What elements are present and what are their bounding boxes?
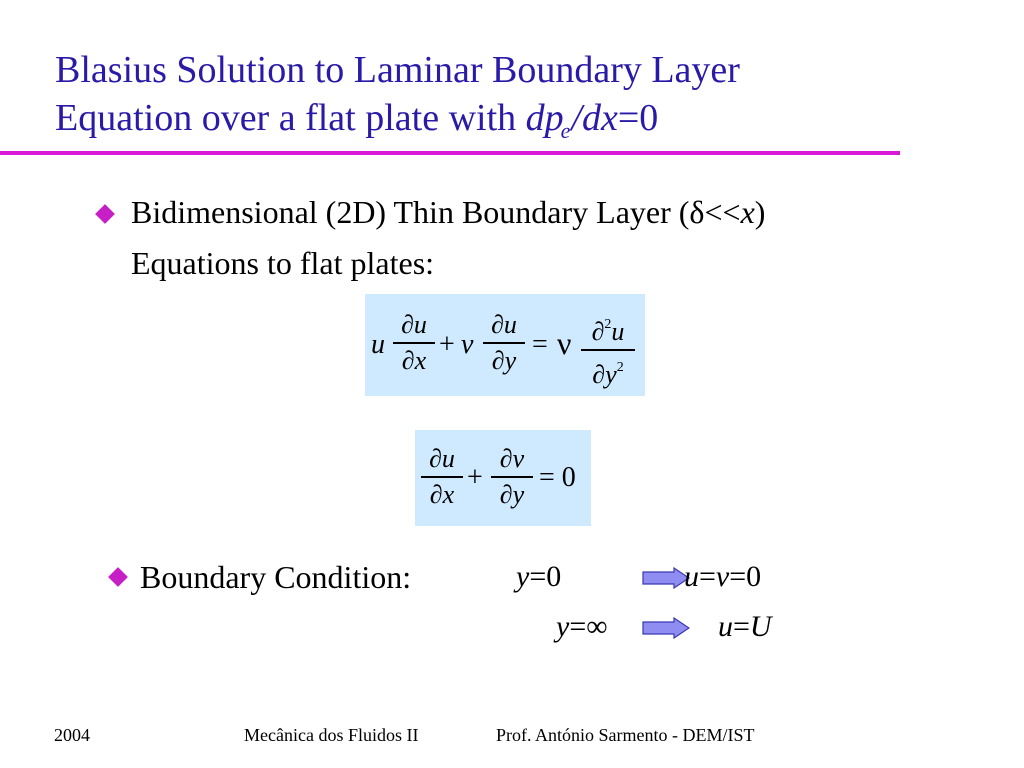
title-line-2: Equation over a flat plate with $dp_e/dx=0$ — [55, 97, 659, 143]
bullet-1-line-1: Bidimensional (2D) Thin Boundary Layer (δ<<x) — [131, 194, 766, 230]
momentum-equation — [365, 294, 645, 396]
diamond-bullet-icon — [95, 204, 115, 224]
footer-author: Prof. António Sarmento - DEM/IST — [496, 725, 755, 745]
diamond-bullet-icon — [108, 567, 128, 587]
boundary-condition-label: Boundary Condition: — [140, 559, 412, 595]
eq2-frac-dv-dy: ∂v ∂y — [491, 444, 533, 510]
eq1-nu: ν — [557, 325, 572, 361]
eq1-u: u — [371, 329, 385, 360]
title-line-1: Blasius Solution to Laminar Boundary Layer — [55, 49, 740, 91]
eq2-frac-du-dx: ∂u ∂x — [421, 444, 463, 510]
continuity-equation — [415, 430, 591, 526]
eq1-frac-du-dy: ∂u ∂y — [483, 310, 525, 376]
condition-1-rhs: u=v=0 — [684, 560, 762, 593]
title-divider — [0, 151, 900, 155]
footer-year: 2004 — [54, 725, 90, 745]
slide-title — [55, 46, 955, 155]
condition-2-rhs: u=U — [718, 610, 772, 643]
eq1-plus: + — [439, 329, 455, 360]
eq1-v: v — [461, 329, 474, 360]
condition-2-lhs: y=∞ — [556, 610, 608, 643]
bullet-1-line-2: Equations to flat plates: — [131, 245, 435, 281]
eq2-plus: + — [467, 462, 483, 493]
right-arrow-icon — [642, 567, 690, 589]
condition-1-lhs: y=0 — [516, 560, 562, 593]
eq2-equals-zero: = 0 — [539, 462, 576, 493]
footer-course: Mecânica dos Fluidos II — [244, 725, 419, 745]
right-arrow-icon — [642, 617, 690, 639]
eq1-frac-d2u-dy2: ∂$^2$u $\partial y^2$ — [581, 310, 635, 390]
eq1-equals: = — [532, 329, 548, 360]
eq1-frac-du-dx: ∂u ∂x — [393, 310, 435, 376]
